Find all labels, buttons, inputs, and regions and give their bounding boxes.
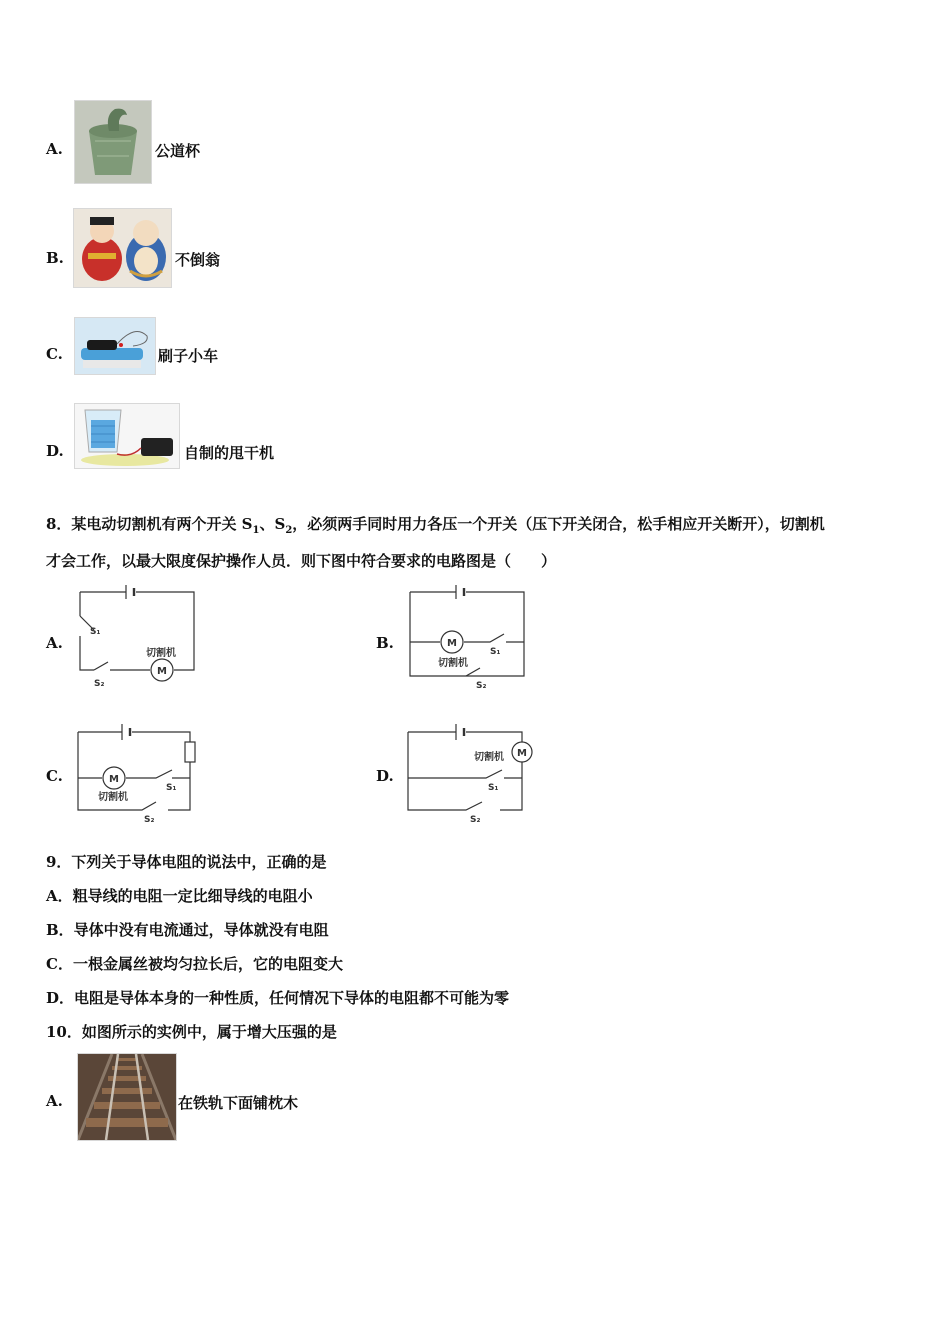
circuit-diagram-c <box>72 718 202 828</box>
option-letter: B. <box>376 634 394 652</box>
q9-option-a: A．粗导线的电阻一定比细导线的电阻小 <box>46 887 313 905</box>
q10-stem: 10．如图所示的实例中，属于增大压强的是 <box>46 1023 337 1041</box>
s2-label: S₂ <box>94 679 105 689</box>
option-text: 刷子小车 <box>158 347 219 365</box>
svg-text:切割机: 切割机 <box>474 752 504 763</box>
option-letter: A. <box>46 634 63 652</box>
q8-stem-line1 <box>46 513 825 536</box>
option-text: 自制的甩干机 <box>184 444 275 462</box>
svg-text:S₁: S₁ <box>490 647 501 657</box>
q8-stem-line2: 才会工作，以最大限度保护操作人员．则下图中符合要求的电路图是（ ） <box>46 552 557 570</box>
brush-car-image <box>74 317 156 375</box>
option-letter: B. <box>46 249 64 267</box>
option-letter: C. <box>46 767 63 785</box>
svg-text:切割机: 切割机 <box>98 792 128 803</box>
q8-text: 、S <box>259 515 286 533</box>
q9-option-b: B．导体中没有电流通过，导体就没有电阻 <box>46 921 329 939</box>
svg-text:M: M <box>109 774 119 785</box>
svg-text:S₂: S₂ <box>470 815 481 825</box>
circuit-diagram-d <box>404 718 538 828</box>
gongdao-cup-image <box>74 100 152 184</box>
q9-option-c: C．一根金属丝被均匀拉长后，它的电阻变大 <box>46 955 343 973</box>
svg-text:S₂: S₂ <box>144 815 155 825</box>
q8-text: 8．某电动切割机有两个开关 S <box>46 515 253 533</box>
svg-text:M: M <box>447 638 457 649</box>
option-letter: A. <box>46 140 63 158</box>
circuit-diagram-b <box>406 584 536 692</box>
option-letter: D. <box>46 442 64 460</box>
option-letter: C. <box>46 345 63 363</box>
q9-option-d: D．电阻是导体本身的一种性质，任何情况下导体的电阻都不可能为零 <box>46 989 510 1007</box>
svg-text:S₁: S₁ <box>488 783 499 793</box>
q8-text: ，必须两手同时用力各压一个开关（压下开关闭合，松手相应开关断开），切割机 <box>292 515 825 533</box>
option-text: 在铁轨下面铺枕木 <box>178 1094 299 1112</box>
svg-text:S₂: S₂ <box>476 681 487 691</box>
svg-text:S₁: S₁ <box>166 783 177 793</box>
subscript: 2 <box>285 525 293 536</box>
subscript: 1 <box>252 525 260 536</box>
option-letter: D. <box>376 767 394 785</box>
s1-label: S₁ <box>90 627 101 637</box>
circuit-diagram-a <box>76 584 206 692</box>
svg-text:M: M <box>517 748 527 759</box>
option-text: 公道杯 <box>155 142 201 160</box>
spin-dryer-image <box>74 403 180 469</box>
tumbler-doll-image <box>73 208 172 288</box>
svg-text:切割机: 切割机 <box>438 658 468 669</box>
option-text: 不倒翁 <box>175 251 221 269</box>
cutter-label: 切割机 <box>146 648 176 659</box>
motor-label: M <box>157 666 167 677</box>
q9-stem: 9．下列关于导体电阻的说法中，正确的是 <box>46 853 327 871</box>
railway-sleepers-image <box>77 1053 177 1141</box>
option-letter: A. <box>46 1092 63 1110</box>
